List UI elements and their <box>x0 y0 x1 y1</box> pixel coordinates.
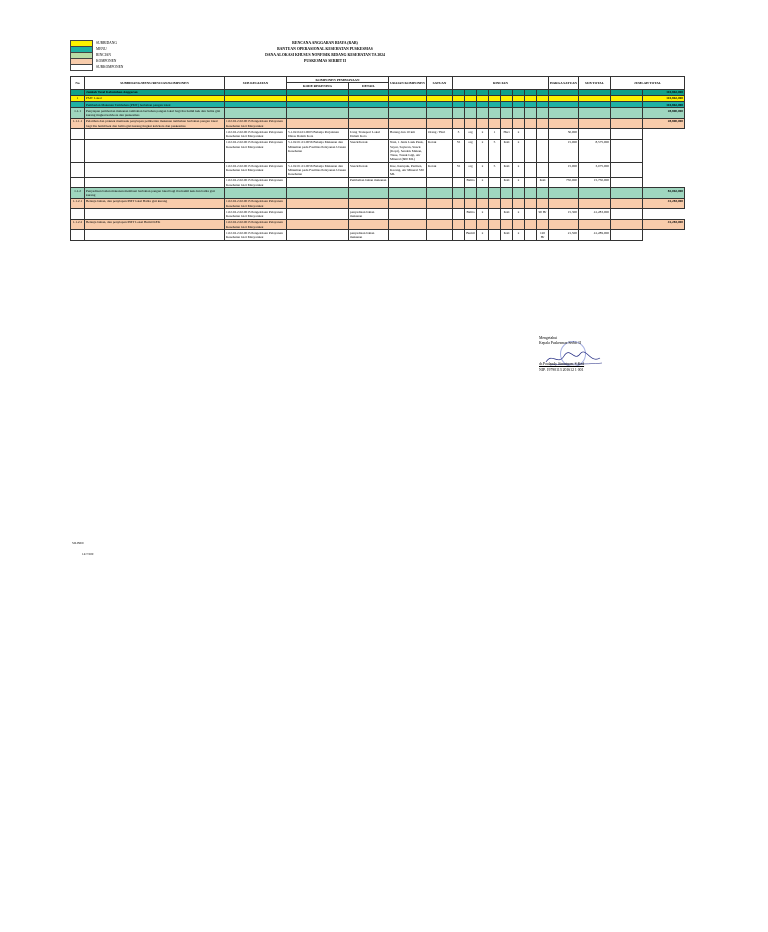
row-satuan: Orang / Hari <box>427 129 453 140</box>
empty-cell <box>465 219 477 230</box>
empty-cell <box>549 118 579 129</box>
row-kode-rekening <box>287 177 349 188</box>
empty-cell <box>489 118 501 129</box>
col-satuan: SATUAN <box>427 77 453 90</box>
row-uraian <box>389 209 427 220</box>
col-subbidang: SUBBIDANG/MENU/RINCIAN/KOMPONEN <box>85 77 225 90</box>
row-name <box>85 209 225 220</box>
row-rincian-cell: x <box>477 230 489 241</box>
table-row <box>71 139 685 162</box>
row-rincian-cell: Hari <box>501 129 513 140</box>
empty-cell <box>287 219 349 230</box>
row-satuan <box>427 209 453 220</box>
empty-cell <box>349 108 389 119</box>
empty-cell <box>513 219 525 230</box>
row-name <box>85 129 225 140</box>
sign-position: Kepala Puskesmas Serbit II <box>539 341 581 346</box>
row-name: Pemberian Makanan Tambahan (PMT) berbahan pangan lokal <box>85 102 225 108</box>
row-satuan: Kotak <box>427 163 453 178</box>
row-rincian-cell: 5 <box>489 139 501 162</box>
row-subtotal: 3,075,000 <box>579 163 611 178</box>
legend <box>70 40 123 70</box>
empty-cell <box>579 118 611 129</box>
row-rincian-cell <box>525 163 537 178</box>
row-uraian: Barang dan 10 km <box>389 129 427 140</box>
row-sub-kegiatan: 1.02.02.2.02.0015 Pengelolaan Pelayanan Kesehatan Gizi Masyarakat <box>225 118 287 129</box>
row-name <box>85 163 225 178</box>
empty-cell <box>427 118 453 129</box>
col-subtotal: SUB TOTAL <box>579 77 611 90</box>
row-total <box>611 209 643 220</box>
row-rincian-cell: Kali <box>537 177 549 188</box>
row-total: 41,283,000 <box>643 219 685 230</box>
header-subtitle-3: PUSKESMAS SERBIT II <box>304 59 346 63</box>
footer-number: 14/7/200 <box>82 552 94 556</box>
empty-cell <box>501 108 513 119</box>
header-title: RENCANA ANGGARAN BIAYA (RAB) <box>292 41 358 45</box>
row-sub-kegiatan: 1.02.02.2.02.0015 Pengelolaan Pelayanan Kesehatan Gizi Masyarakat <box>225 230 287 241</box>
row-rincian-cell: org <box>465 163 477 178</box>
table-row <box>71 177 685 188</box>
empty-cell <box>501 219 513 230</box>
row-total: 82,062,000 <box>643 188 685 199</box>
row-sub-kegiatan: 1.02.02.2.02.0015 Pengelolaan Pelayanan Kesehatan Gizi Masyarakat <box>225 129 287 140</box>
row-name: Belanja bahan, dan penyiapan PMT lokal Balita gizi kurang <box>85 198 225 209</box>
row-rincian-cell: x <box>513 230 525 241</box>
header-subtitle-1: BANTUAN OPERASIONAL KESEHATAN PUSKESMAS <box>277 47 373 51</box>
row-kode-rekening: 5.1.02.04.01.0003 Belanja Perjalanan Dinas Dalam Kota <box>287 129 349 140</box>
table-row <box>71 219 685 230</box>
empty-cell <box>489 188 501 199</box>
col-rincian: RINCIAN <box>453 77 549 90</box>
empty-cell <box>465 108 477 119</box>
col-jumlah: JUMLAH TOTAL <box>611 77 685 90</box>
empty-cell <box>453 118 465 129</box>
row-detail: penyediaan bahan makanan <box>349 230 389 241</box>
empty-cell <box>513 188 525 199</box>
empty-cell <box>489 219 501 230</box>
row-no: 1.1.1 <box>71 108 85 119</box>
row-name: PMT Lokal <box>85 95 225 101</box>
row-no <box>71 163 85 178</box>
empty-cell <box>349 118 389 129</box>
sign-nip: NIP. 19790113 201612 1 001 <box>539 367 584 372</box>
row-total: 28,800,000 <box>643 108 685 119</box>
row-rincian-cell: x <box>513 209 525 220</box>
row-subtotal: 41,283,000 <box>579 209 611 220</box>
row-total: 110,862,000 <box>643 95 685 101</box>
empty-cell <box>389 108 427 119</box>
row-rincian-cell <box>525 129 537 140</box>
row-sub-kegiatan <box>225 108 287 119</box>
empty-cell <box>501 198 513 209</box>
row-sub-kegiatan: 1.02.02.2.02.0015 Pengelolaan Pelayanan Kesehatan Gizi Masyarakat <box>225 219 287 230</box>
empty-cell <box>611 198 643 209</box>
row-name: Penyediaan bahan makanan membuat berbahan pangan lokal bagi ibu hamil kek dan balita gizi kurang <box>85 188 225 199</box>
empty-cell <box>525 188 537 199</box>
empty-cell <box>477 198 489 209</box>
row-rincian-cell <box>537 163 549 178</box>
table-row <box>71 209 685 220</box>
row-rincian-cell: 90 Hr <box>537 209 549 220</box>
sign-name: dr.Paulandy Sinurtuan, S.Ked <box>539 362 585 367</box>
table-row <box>71 198 685 209</box>
empty-cell <box>513 108 525 119</box>
empty-cell <box>477 118 489 129</box>
row-rincian-cell: 55 <box>453 163 465 178</box>
col-harga: HARGA SATUAN <box>549 77 579 90</box>
row-satuan: Kotak <box>427 139 453 162</box>
empty-cell <box>489 108 501 119</box>
empty-cell <box>453 188 465 199</box>
empty-cell <box>549 108 579 119</box>
row-rincian-cell <box>525 209 537 220</box>
empty-cell <box>465 198 477 209</box>
row-rincian-cell: x <box>477 163 489 178</box>
row-name <box>85 230 225 241</box>
row-no <box>71 139 85 162</box>
empty-cell <box>427 219 453 230</box>
row-no: 1.1.2.1 <box>71 198 85 209</box>
row-uraian: Nasi, 1 Jenis Lauk Pauk, Sayur, Sayuran, Snack (Kopi), Sendok Makan, Tisue, Tusuk Gigi, Air Mineral (600 ML) <box>389 139 427 162</box>
footer-label: SILINDI <box>72 541 84 545</box>
row-rincian-cell: Kali <box>501 139 513 162</box>
legend-label: SUBBIDANG <box>96 41 117 45</box>
row-rincian-cell: 5 <box>489 163 501 178</box>
row-sub-kegiatan: 1.02.02.2.02.0015 Pengelolaan Pelayanan Kesehatan Gizi Masyarakat <box>225 177 287 188</box>
empty-cell <box>501 118 513 129</box>
empty-cell <box>579 219 611 230</box>
table-row <box>71 118 685 129</box>
empty-cell <box>465 118 477 129</box>
empty-cell <box>287 198 349 209</box>
row-total <box>611 163 643 178</box>
empty-cell <box>453 198 465 209</box>
row-rincian-cell: x <box>477 129 489 140</box>
row-detail: Pembelian bahan makanan <box>349 177 389 188</box>
row-rincian-cell <box>489 177 501 188</box>
row-subtotal: 41,289,000 <box>579 230 611 241</box>
row-satuan <box>427 230 453 241</box>
empty-cell <box>537 219 549 230</box>
row-rincian-cell <box>525 177 537 188</box>
row-no <box>71 129 85 140</box>
empty-cell <box>477 108 489 119</box>
legend-swatch <box>70 64 93 71</box>
legend-item <box>70 64 123 70</box>
row-rincian-cell: x <box>513 177 525 188</box>
row-harga: 50,000 <box>549 129 579 140</box>
row-no: 1 <box>71 95 85 101</box>
row-kode-rekening: 5.1.02.01.01.0056 Belanja Makanan dan Minuman pada Fasilitas Pelayanan Urusan Kesehatan <box>287 139 349 162</box>
legend-label: RINCIAN <box>96 53 111 57</box>
row-name: Pelatihan dan praktek memasak penyiapan pemberian makanan tambahan berbahan pangan lokal bagi ibu hamil kek dan balita gizi kurang tingkat kab/kota dan puskesmas <box>85 118 225 129</box>
empty-cell <box>611 108 643 119</box>
row-sub-kegiatan: 1.02.02.2.02.0015 Pengelolaan Pelayanan Kesehatan Gizi Masyarakat <box>225 198 287 209</box>
empty-cell <box>513 198 525 209</box>
row-no <box>71 230 85 241</box>
row-total <box>611 129 643 140</box>
row-name: Jumlah Total Kebutuhan Anggaran <box>85 89 225 95</box>
row-rincian-cell: Balita <box>465 209 477 220</box>
empty-cell <box>611 219 643 230</box>
row-no: 1.1.1.1 <box>71 118 85 129</box>
row-rincian-cell: x <box>513 163 525 178</box>
row-rincian-cell: Kali <box>501 230 513 241</box>
row-kode-rekening: 5.1.02.01.01.0056 Belanja Makanan dan Minuman pada Fasilitas Pelayanan Urusan Kesehatan <box>287 163 349 178</box>
row-harga: 21,500 <box>549 230 579 241</box>
empty-cell <box>525 198 537 209</box>
row-rincian-cell: 3 <box>453 129 465 140</box>
empty-cell <box>579 188 611 199</box>
empty-cell <box>525 118 537 129</box>
table-row <box>71 108 685 119</box>
row-sub-kegiatan: 1.02.02.2.02.0015 Pengelolaan Pelayanan Kesehatan Gizi Masyarakat <box>225 163 287 178</box>
row-rincian-cell: 1 <box>489 129 501 140</box>
row-rincian-cell: org <box>465 139 477 162</box>
row-satuan <box>427 177 453 188</box>
empty-cell <box>549 188 579 199</box>
row-harga: 15,300 <box>549 209 579 220</box>
row-sub-kegiatan: 1.02.02.2.02.0015 Pengelolaan Pelayanan Kesehatan Gizi Masyarakat <box>225 139 287 162</box>
empty-cell <box>537 198 549 209</box>
empty-cell <box>477 188 489 199</box>
row-total: 110,862,000 <box>643 89 685 95</box>
row-rincian-cell: org <box>465 129 477 140</box>
row-rincian-cell: Kali <box>501 163 513 178</box>
empty-cell <box>389 198 427 209</box>
row-total <box>611 177 643 188</box>
empty-cell <box>549 219 579 230</box>
empty-cell <box>513 118 525 129</box>
row-no <box>71 177 85 188</box>
empty-cell <box>477 219 489 230</box>
table-body <box>71 89 685 240</box>
document-header <box>200 40 450 64</box>
empty-cell <box>287 188 349 199</box>
col-detail: DETAIL <box>349 83 389 89</box>
empty-cell <box>525 219 537 230</box>
row-name: Belanja bahan, dan penyiapan PMT Lokal Bumil KEK <box>85 219 225 230</box>
row-total <box>611 139 643 162</box>
row-detail: Snack/Kotak <box>349 163 389 178</box>
row-total: 28,800,000 <box>643 118 685 129</box>
row-kode-rekening <box>287 209 349 220</box>
empty-cell <box>389 219 427 230</box>
table-row <box>71 163 685 178</box>
empty-cell <box>549 198 579 209</box>
row-detail: Snack/Kotak <box>349 139 389 162</box>
empty-cell <box>501 188 513 199</box>
row-rincian-cell: Kali <box>501 209 513 220</box>
empty-cell <box>453 219 465 230</box>
row-rincian-cell <box>525 139 537 162</box>
legend-label: KOMPONEN <box>96 59 117 63</box>
col-sub-kegiatan: SUB KEGIATAN <box>225 77 287 90</box>
row-name <box>85 139 225 162</box>
empty-cell <box>525 108 537 119</box>
row-rincian-cell: x <box>477 177 489 188</box>
empty-cell <box>579 108 611 119</box>
row-harga: 15,000 <box>549 163 579 178</box>
row-uraian <box>389 177 427 188</box>
row-rincian-cell <box>525 230 537 241</box>
empty-cell <box>537 118 549 129</box>
budget-table <box>70 76 685 241</box>
row-no <box>71 209 85 220</box>
empty-cell <box>349 188 389 199</box>
sign-label: Mengetahui <box>539 336 558 340</box>
legend-label: SUBKOMPONEN <box>96 65 124 69</box>
row-rincian-cell: Balita <box>465 177 477 188</box>
row-sub-kegiatan <box>225 188 287 199</box>
row-rincian-cell: Bumil <box>465 230 477 241</box>
col-no: No <box>71 77 85 90</box>
empty-cell <box>489 198 501 209</box>
row-rincian-cell: 55 <box>453 139 465 162</box>
empty-cell <box>537 188 549 199</box>
legend-label: MENU <box>96 47 107 51</box>
empty-cell <box>579 198 611 209</box>
row-rincian-cell: x <box>513 139 525 162</box>
row-total: 41,283,000 <box>643 198 685 209</box>
row-detail: penyediaan bahan makanan <box>349 209 389 220</box>
row-detail: Uang Transport Lokal Dalam Kota <box>349 129 389 140</box>
row-name <box>85 177 225 188</box>
table-row <box>71 230 685 241</box>
row-sub-kegiatan: 1.02.02.2.02.0015 Pengelolaan Pelayanan Kesehatan Gizi Masyarakat <box>225 209 287 220</box>
row-rincian-cell: 120 Hr <box>537 230 549 241</box>
table-row <box>71 129 685 140</box>
row-subtotal <box>579 129 611 140</box>
empty-cell <box>389 118 427 129</box>
row-rincian-cell <box>453 177 465 188</box>
row-kode-rekening <box>287 230 349 241</box>
empty-cell <box>427 108 453 119</box>
row-rincian-cell: Kali <box>501 177 513 188</box>
row-rincian-cell: x <box>477 209 489 220</box>
row-total: 110,862,000 <box>643 102 685 108</box>
signature-block <box>539 336 584 373</box>
row-rincian-cell <box>537 139 549 162</box>
empty-cell <box>427 188 453 199</box>
row-rincian-cell <box>453 209 465 220</box>
row-uraian <box>389 230 427 241</box>
empty-cell <box>349 198 389 209</box>
empty-cell <box>453 108 465 119</box>
col-uraian: URAIAN KOMPONEN <box>389 77 427 90</box>
row-uraian: Kue, Kerupuk, Permen, Kacang, Air Mineral 330 ML <box>389 163 427 178</box>
empty-cell <box>349 219 389 230</box>
row-harga: 750,000 <box>549 177 579 188</box>
row-rincian-cell <box>537 129 549 140</box>
row-subtotal: 15,750,000 <box>579 177 611 188</box>
col-komponen-pembiayaan: KOMPONEN PEMBIAYAAN <box>287 77 389 83</box>
row-rincian-cell <box>489 209 501 220</box>
row-rincian-cell <box>453 230 465 241</box>
row-total <box>611 230 643 241</box>
row-name: Penyiapan pemberian makanan tambahan berbahan pangan lokal bagi ibu hamil kek dan balita gizi kurang tingkat kab/kota dan puskesmas <box>85 108 225 119</box>
col-kode-rekening: KODE REKENING <box>287 83 349 89</box>
empty-cell <box>611 188 643 199</box>
row-rincian-cell <box>489 230 501 241</box>
row-rincian-cell: x <box>513 129 525 140</box>
table-row <box>71 188 685 199</box>
empty-cell <box>287 118 349 129</box>
header-subtitle-2: DANA ALOKASI KHUSUS NONFISIK BIDANG KESEHATAN TA 2024 <box>265 53 385 57</box>
row-no: 1.1.2.2 <box>71 219 85 230</box>
empty-cell <box>537 108 549 119</box>
empty-cell <box>427 198 453 209</box>
empty-cell <box>287 108 349 119</box>
empty-cell <box>389 188 427 199</box>
empty-cell <box>611 118 643 129</box>
row-subtotal: 8,575,000 <box>579 139 611 162</box>
row-no: 1.1.2 <box>71 188 85 199</box>
row-harga: 15,000 <box>549 139 579 162</box>
empty-cell <box>465 188 477 199</box>
row-rincian-cell: x <box>477 139 489 162</box>
